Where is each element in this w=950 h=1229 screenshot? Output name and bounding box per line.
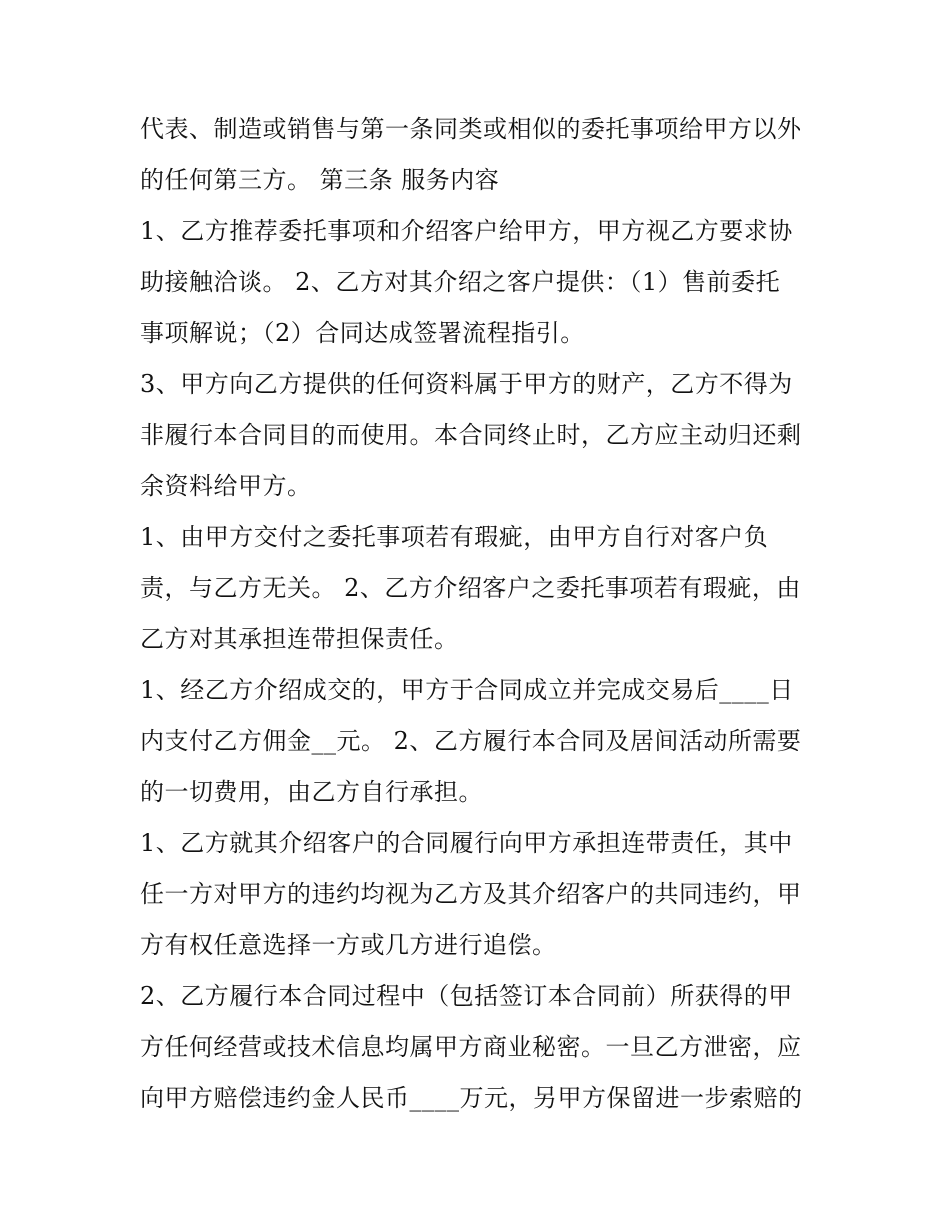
text-line: 向甲方赔偿违约金人民币____万元，另甲方保留进一步索赔的: [140, 1084, 803, 1112]
text-line: 余资料给甲方。: [140, 472, 312, 500]
text-line: 内支付乙方佣金__元。 2、乙方履行本合同及居间活动所需要: [140, 727, 802, 755]
text-line: 2、乙方履行本合同过程中（包括签订本合同前）所获得的甲: [140, 982, 793, 1010]
text-line: 任一方对甲方的违约均视为乙方及其介绍客户的共同违约，甲: [140, 880, 802, 908]
text-line: 事项解说；（2）合同达成签署流程指引。: [140, 319, 585, 347]
text-line: 方任何经营或技术信息均属甲方商业秘密。一旦乙方泄密，应: [140, 1033, 802, 1061]
text-line: 助接触洽谈。 2、乙方对其介绍之客户提供：（1）售前委托: [140, 268, 781, 296]
text-line: 3、甲方向乙方提供的任何资料属于甲方的财产，乙方不得为: [140, 370, 793, 398]
text-line: 方有权任意选择一方或几方进行追偿。: [140, 931, 557, 959]
text-line: 1、乙方推荐委托事项和介绍客户给甲方，甲方视乙方要求协: [140, 217, 793, 245]
text-line: 1、由甲方交付之委托事项若有瑕疵，由甲方自行对客户负: [140, 523, 769, 551]
text-line: 非履行本合同目的而使用。本合同终止时，乙方应主动归还剩: [140, 421, 802, 449]
text-line: 1、乙方就其介绍客户的合同履行向甲方承担连带责任，其中: [140, 829, 793, 857]
text-line: 乙方对其承担连带担保责任。: [140, 625, 459, 653]
text-line: 责，与乙方无关。 2、乙方介绍客户之委托事项若有瑕疵，由: [140, 574, 801, 602]
text-line: 代表、制造或销售与第一条同类或相似的委托事项给甲方以外: [140, 115, 802, 143]
text-line: 的任何第三方。 第三条 服务内容: [140, 166, 500, 194]
document-body: [140, 104, 820, 1124]
text-line: 1、经乙方介绍成交的，甲方于合同成立并完成交易后____日: [140, 676, 794, 704]
text-line: 的一切费用，由乙方自行承担。: [140, 778, 483, 806]
